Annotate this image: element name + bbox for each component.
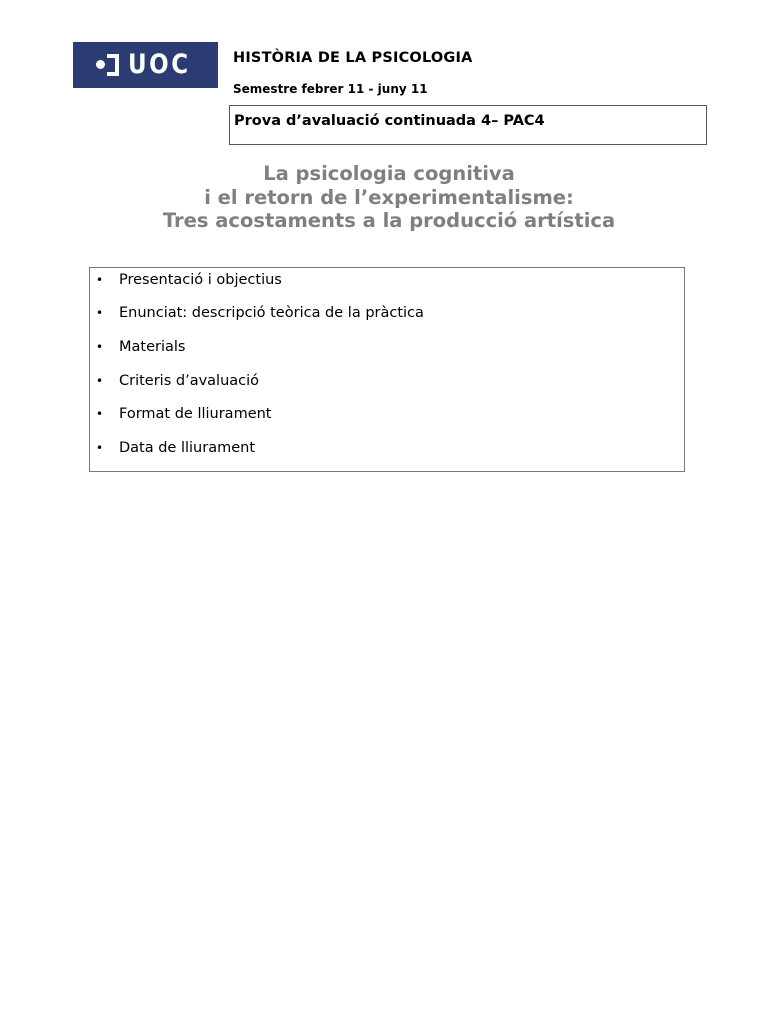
assessment-box xyxy=(229,105,707,145)
assessment-label: Prova d’avaluació continuada 4– PAC4 xyxy=(234,113,545,129)
bullet: • xyxy=(96,374,104,388)
logo-text: UOC xyxy=(128,49,191,80)
course-title: HISTÒRIA DE LA PSICOLOGIA xyxy=(233,50,473,66)
logo-dot-icon xyxy=(96,60,105,69)
contents-box xyxy=(89,267,685,472)
bullet: • xyxy=(96,306,104,320)
title-line-2: i el retorn de l’experimentalisme: xyxy=(204,185,574,209)
list-item-text: Format de lliurament xyxy=(119,406,272,422)
bullet: • xyxy=(96,340,104,354)
list-item-text: Presentació i objectius xyxy=(119,272,282,288)
list-item-text: Data de lliurament xyxy=(119,440,256,456)
uoc-logo xyxy=(73,42,218,88)
bullet: • xyxy=(96,273,104,287)
title-line-1: La psicologia cognitiva xyxy=(263,162,515,185)
semester-label: Semestre febrer 11 - juny 11 xyxy=(233,82,428,96)
list-item-text: Materials xyxy=(119,339,186,355)
list-item-text: Enunciat: descripció teòrica de la pràctica xyxy=(119,305,424,321)
logo-bracket-icon xyxy=(107,54,119,76)
title-line-3: Tres acostaments a la producció artística xyxy=(162,209,616,232)
bullet: • xyxy=(96,407,104,421)
list-item-text: Criteris d’avaluació xyxy=(119,373,260,389)
bullet: • xyxy=(96,441,104,455)
document-title xyxy=(0,162,768,233)
